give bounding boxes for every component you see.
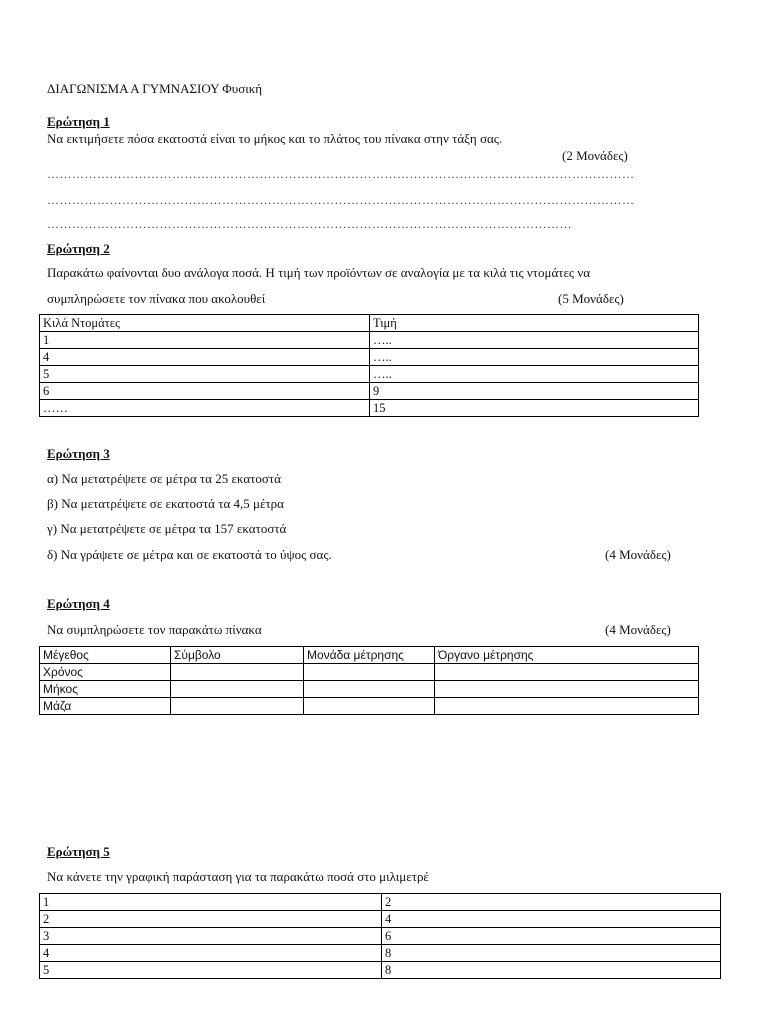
table-row — [40, 332, 699, 349]
q5-heading: Ερώτηση 5 — [47, 844, 110, 859]
q1-answer-line-3[interactable]: ……………………………………………………………………………………………………………… — [47, 217, 572, 231]
table-cell[interactable]: ….. — [370, 366, 699, 383]
q3-item-b: β) Να μετατρέψετε σε εκατοστά τα 4,5 μέτρα — [47, 496, 284, 511]
table-cell: Χρόνος — [40, 664, 171, 681]
table-cell[interactable] — [304, 664, 435, 681]
table-cell: 2 — [40, 911, 382, 928]
header-cell: Μέγεθος — [40, 647, 171, 664]
header-cell: Σύμβολο — [171, 647, 304, 664]
q2-points: (5 Μονάδες) — [558, 291, 624, 306]
table-cell[interactable] — [435, 664, 699, 681]
table-cell: 3 — [40, 928, 382, 945]
table-row — [40, 400, 699, 417]
table-cell: Μάζα — [40, 698, 171, 715]
table-cell[interactable] — [435, 698, 699, 715]
table-cell: 6 — [40, 383, 370, 400]
table-cell: Μήκος — [40, 681, 171, 698]
q1-answer-line-2[interactable]: …………………………………………………………………………………………………………………………… — [47, 193, 635, 207]
q2-text-line-2: συμπληρώσετε τον πίνακα που ακολουθεί — [47, 291, 266, 306]
table-cell[interactable] — [171, 698, 304, 715]
table-cell[interactable] — [304, 681, 435, 698]
table-cell: 5 — [40, 366, 370, 383]
table-cell: 15 — [370, 400, 699, 417]
q2-text-line-1: Παρακάτω φαίνονται δυο ανάλογα ποσά. Η τιμή των προϊόντων σε αναλογία με τα κιλά τις ντομάτες να — [47, 265, 591, 280]
table-row — [40, 349, 699, 366]
q3-item-a: α) Να μετατρέψετε σε μέτρα τα 25 εκατοστά — [47, 471, 281, 486]
q1-text: Να εκτιμήσετε πόσα εκατοστά είναι το μήκος και το πλάτος του πίνακα στην τάξη σας. — [47, 131, 503, 146]
q1-points: (2 Μονάδες) — [562, 148, 628, 163]
table-cell[interactable]: …… — [40, 400, 370, 417]
table-cell[interactable]: ….. — [370, 332, 699, 349]
table-cell: 6 — [382, 928, 721, 945]
header-cell: Όργανο μέτρησης — [435, 647, 699, 664]
q5-table — [39, 893, 721, 979]
table-header-row — [40, 315, 699, 332]
table-cell: 4 — [40, 349, 370, 366]
table-cell: 8 — [382, 945, 721, 962]
q2-heading: Ερώτηση 2 — [47, 241, 110, 256]
q2-table — [39, 314, 699, 417]
table-row — [40, 698, 699, 715]
table-cell: 1 — [40, 332, 370, 349]
table-cell[interactable] — [435, 681, 699, 698]
table-header-row — [40, 647, 699, 664]
q3-item-d: δ) Να γράψετε σε μέτρα και σε εκατοστά το ύψος σας. — [47, 547, 332, 562]
table-row — [40, 383, 699, 400]
q3-points: (4 Μονάδες) — [605, 547, 671, 562]
q3-heading: Ερώτηση 3 — [47, 446, 110, 461]
header-cell: Μονάδα μέτρησης — [304, 647, 435, 664]
q4-table — [39, 646, 699, 715]
table-row — [40, 681, 699, 698]
table-row — [40, 962, 721, 979]
q4-text: Να συμπληρώσετε τον παρακάτω πίνακα — [47, 622, 262, 637]
table-cell[interactable] — [304, 698, 435, 715]
table-row — [40, 928, 721, 945]
table-cell: 9 — [370, 383, 699, 400]
table-cell[interactable]: ….. — [370, 349, 699, 366]
table-row — [40, 911, 721, 928]
header-cell: Κιλά Ντομάτες — [40, 315, 370, 332]
q3-item-c: γ) Να μετατρέψετε σε μέτρα τα 157 εκατοστά — [47, 521, 287, 536]
q4-points: (4 Μονάδες) — [605, 622, 671, 637]
table-cell: 4 — [40, 945, 382, 962]
table-cell: 2 — [382, 894, 721, 911]
q1-heading: Ερώτηση 1 — [47, 114, 110, 129]
q4-heading: Ερώτηση 4 — [47, 596, 110, 611]
header-cell: Τιμή — [370, 315, 699, 332]
table-row — [40, 945, 721, 962]
table-cell: 1 — [40, 894, 382, 911]
table-row — [40, 366, 699, 383]
table-cell[interactable] — [171, 664, 304, 681]
table-cell: 5 — [40, 962, 382, 979]
table-row — [40, 894, 721, 911]
q1-answer-line-1[interactable]: …………………………………………………………………………………………………………………………… — [47, 167, 635, 181]
table-cell: 8 — [382, 962, 721, 979]
table-cell: 4 — [382, 911, 721, 928]
table-row — [40, 664, 699, 681]
page-title: ΔΙΑΓΩΝΙΣΜΑ Α ΓΥΜΝΑΣΙΟΥ Φυσική — [47, 81, 263, 96]
q5-text: Να κάνετε την γραφική παράσταση για τα παρακάτω ποσά στο μιλιμετρέ — [47, 869, 429, 884]
table-cell[interactable] — [171, 681, 304, 698]
